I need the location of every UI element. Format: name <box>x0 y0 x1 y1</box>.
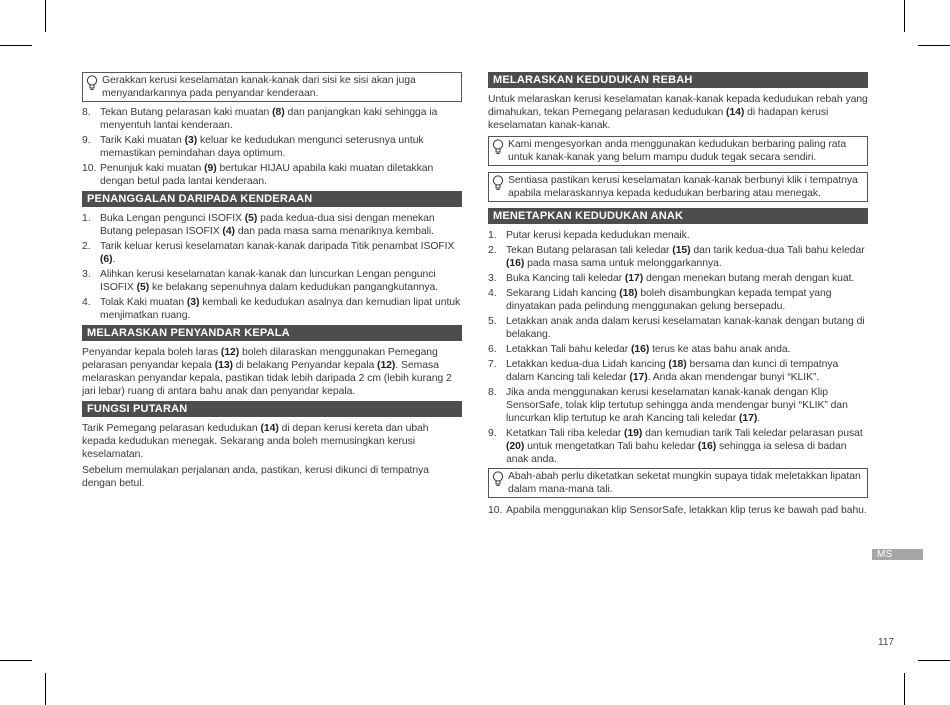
crop-mark <box>0 660 32 661</box>
removal-steps <box>82 212 462 322</box>
lightbulb-icon <box>492 139 504 155</box>
section-heading: MELARASKAN PENYANDAR KEPALA <box>82 325 462 341</box>
page-number: 117 <box>878 637 894 648</box>
securing-steps-continued <box>488 504 868 517</box>
crop-mark <box>904 0 905 32</box>
section-heading: MELARASKAN KEDUDUKAN REBAH <box>488 72 868 88</box>
securing-steps <box>488 229 868 466</box>
list-item: 1. Putar kerusi kepada kedudukan menaik. <box>488 230 690 241</box>
list-item: 6. Letakkan Tali bahu keledar (16) terus ke atas bahu anak anda. <box>488 344 791 355</box>
assembly-steps <box>82 106 462 188</box>
crop-mark <box>904 673 905 705</box>
tip-box <box>82 72 462 102</box>
list-item: 8. Tekan Butang pelarasan kaki muatan (8) dan panjangkan kaki sehingga ia menyentuh lantai kenderaan. <box>82 107 438 131</box>
section-heading: PENANGGALAN DARIPADA KENDERAAN <box>82 191 462 207</box>
crop-mark <box>918 45 950 46</box>
section-heading: MENETAPKAN KEDUDUKAN ANAK <box>488 208 868 224</box>
list-item: 4. Sekarang Lidah kancing (18) boleh disambungkan kepada tempat yang dinyatakan pada pelindung menggunakan gelung bersepadu. <box>488 288 832 312</box>
tip-text: Gerakkan kerusi keselamatan kanak-kanak dari sisi ke sisi akan juga menyandarkannya pada penyandar kenderaan. <box>102 75 416 99</box>
tip-text: Kami mengesyorkan anda menggunakan kedudukan berbaring paling rata untuk kanak-kanak yang belum mampu duduk tegak secara sendiri. <box>508 139 847 163</box>
crop-mark <box>918 660 950 661</box>
list-item: 8. Jika anda menggunakan kerusi keselamatan kanak-kanak dengan Klip SensorSafe, tolak klip tertutup sehingga anda mendengar bunyi “KLIK” dan luncurkan klip tertutup ke arah Kancing tali keledar (17). <box>488 387 848 424</box>
lightbulb-icon <box>86 75 98 91</box>
list-item: 5. Letakkan anak anda dalam kerusi keselamatan kanak-kanak dengan butang di belakang. <box>488 316 865 340</box>
section-heading: FUNGSI PUTARAN <box>82 401 462 417</box>
paragraph: Untuk melaraskan kerusi keselamatan kanak-kanak kepada kedudukan rebah yang dimahukan, tekan Pemegang pelarasan kedudukan (14) di hadapan kerusi keselamatan kanak-kanak. <box>488 94 868 131</box>
list-item: 9. Tarik Kaki muatan (3) keluar ke kedudukan mengunci seterusnya untuk memastikan pemindahan daya optimum. <box>82 135 424 159</box>
language-tag: MS <box>872 549 923 560</box>
lightbulb-icon <box>492 471 504 487</box>
list-item: 10. Penunjuk kaki muatan (9) bertukar HIJAU apabila kaki muatan diletakkan dengan betul pada lantai kenderaan. <box>82 163 434 187</box>
lightbulb-icon <box>492 175 504 191</box>
tip-box <box>488 172 868 202</box>
list-item: 2. Tarik keluar kerusi keselamatan kanak-kanak daripada Titik penambat ISOFIX (6). <box>82 241 455 265</box>
crop-mark <box>0 45 32 46</box>
list-item: 7. Letakkan kedua-dua Lidah kancing (18) bersama dan kunci di tempatnya dalam Kancing tali keledar (17). Anda akan mendengar bunyi “KLIK”. <box>488 359 839 383</box>
crop-mark <box>45 673 46 705</box>
paragraph: Sebelum memulakan perjalanan anda, pastikan, kerusi dikunci di tempatnya dengan betul. <box>82 465 429 489</box>
tip-text: Abah-abah perlu diketatkan seketat mungkin supaya tidak meletakkan lipatan dalam mana-mana tali. <box>508 471 861 495</box>
tip-box <box>488 468 868 498</box>
tip-box <box>488 136 868 166</box>
list-item: 3. Buka Kancing tali keledar (17) dengan menekan butang merah dengan kuat. <box>488 273 855 284</box>
left-column <box>82 72 462 493</box>
list-item: 3. Alihkan kerusi keselamatan kanak-kanak dan luncurkan Lengan pengunci ISOFIX (5) ke belakang sepenuhnya dalam kedudukan pangangkutannya. <box>82 269 439 293</box>
paragraph: Tarik Pemegang pelarasan kedudukan (14) di depan kerusi kereta dan ubah kepada kedudukan menegak. Sekarang anda boleh memusingkan kerusi keselamatan. <box>82 423 429 460</box>
paragraph: Penyandar kepala boleh laras (12) boleh dilaraskan menggunakan Pemegang pelarasan penyandar kepala (13) di belakang Penyandar kepala (12). Semasa melaraskan penyandar kepala, pastikan tidak lebih daripada 2 cm (lebih kurang 2 jari lebar) ruang di antara bahu anak dan penyandar kepala. <box>82 347 452 397</box>
list-item: 2. Tekan Butang pelarasan tali keledar (15) dan tarik kedua-dua Tali bahu keledar (16) pada masa sama untuk melonggarkannya. <box>488 245 865 269</box>
list-item: 10. Apabila menggunakan klip SensorSafe, letakkan klip terus ke bawah pad bahu. <box>488 505 867 516</box>
tip-text: Sentiasa pastikan kerusi keselamatan kanak-kanak berbunyi klik i tempatnya apabila melaraskannya kepada kedudukan berbaring atau menegak. <box>508 175 858 199</box>
list-item: 1. Buka Lengan pengunci ISOFIX (5) pada kedua-dua sisi dengan menekan Butang pelepasan ISOFIX (4) dan pada masa sama menariknya kembali. <box>82 213 435 237</box>
right-column <box>488 72 868 519</box>
list-item: 9. Ketatkan Tali riba keledar (19) dan kemudian tarik Tali keledar pelarasan pusat (20) untuk mengetatkan Tali bahu keledar (16) sehingga ia selesa di badan anak anda. <box>488 428 863 465</box>
crop-mark <box>45 0 46 32</box>
list-item: 4. Tolak Kaki muatan (3) kembali ke kedudukan asalnya dan kemudian lipat untuk menjimatkan ruang. <box>82 297 461 321</box>
